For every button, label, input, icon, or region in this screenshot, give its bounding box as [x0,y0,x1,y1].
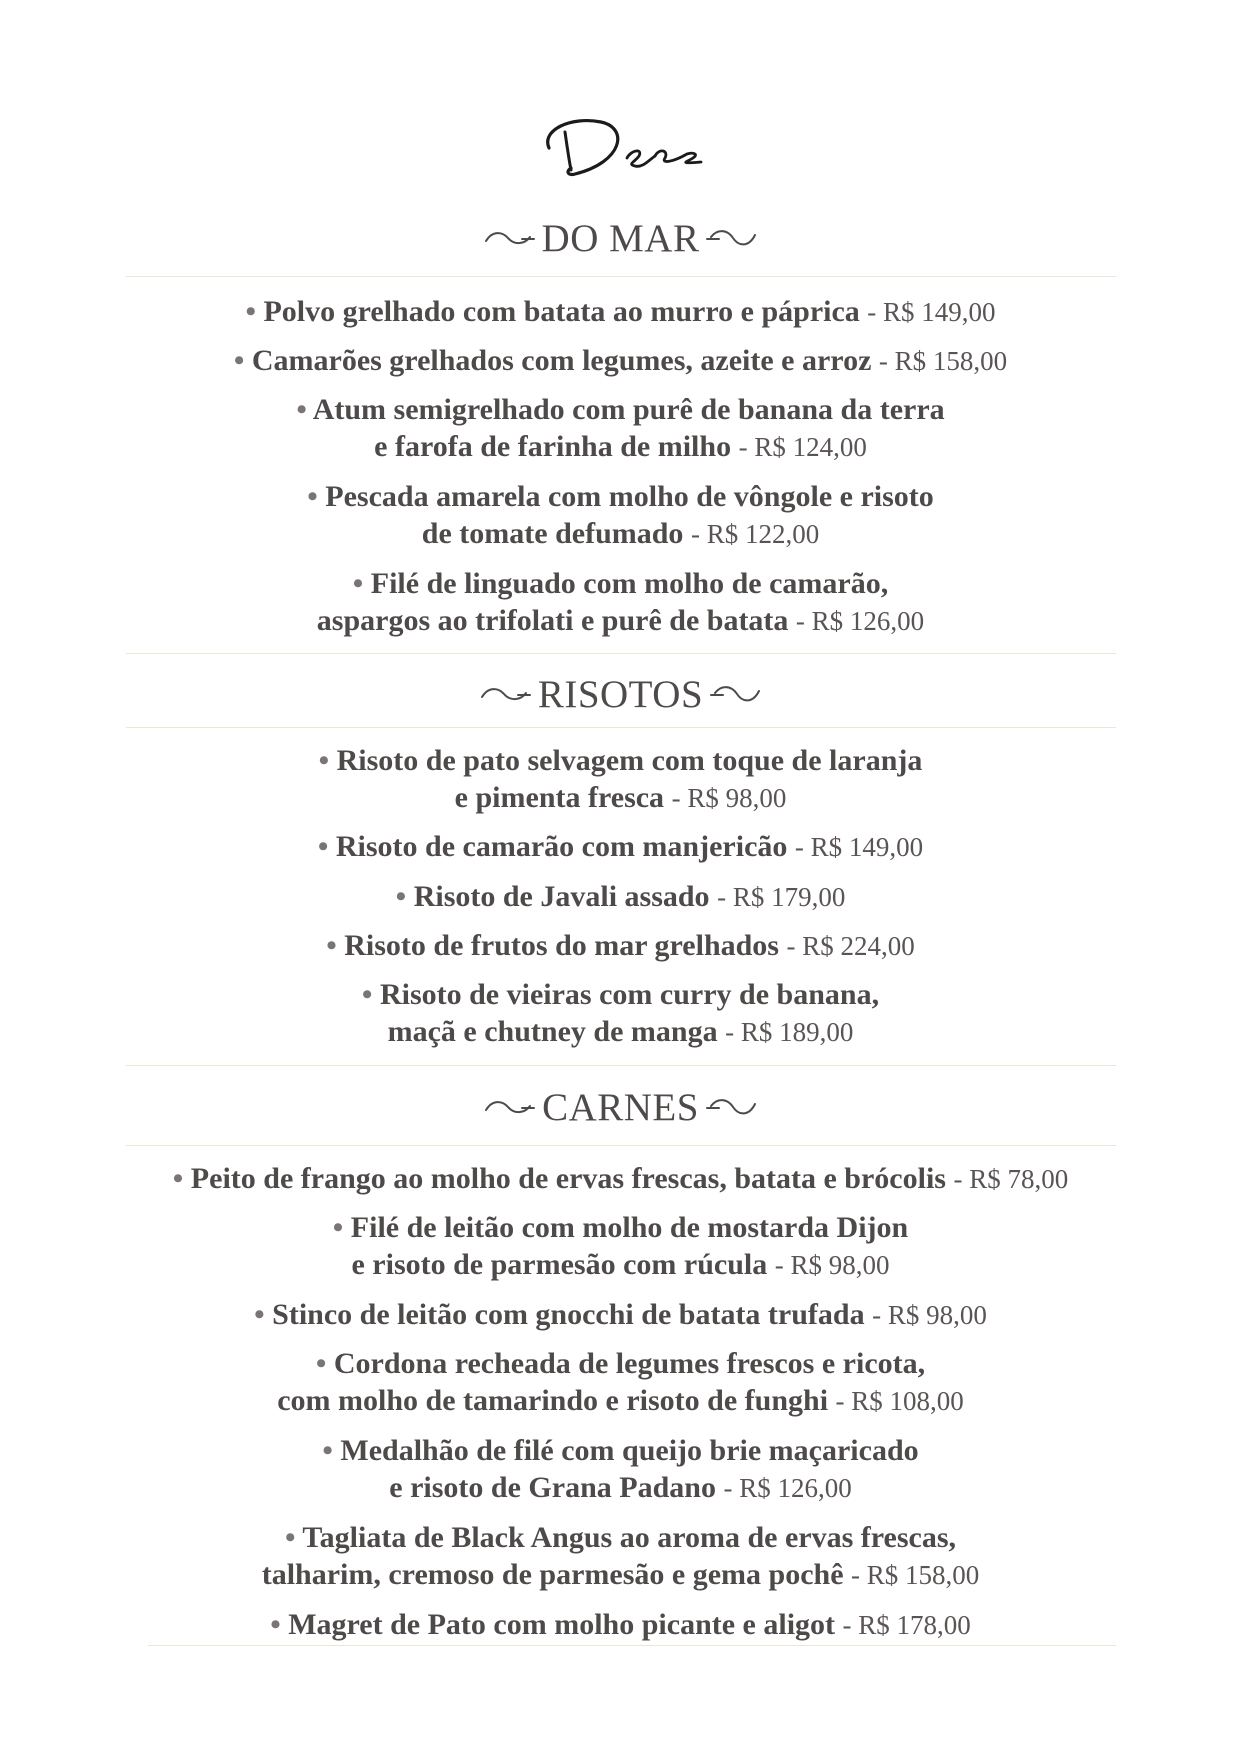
section-divider [126,1065,1116,1066]
menu-item: • Risoto de Javali assado - R$ 179,00 [395,880,846,913]
menu-item: • Cordona recheada de legumes frescos e ricota, com molho de tamarindo e risoto de funghi - R$ 108,00 [277,1347,964,1417]
section-title-text: CARNES [542,1085,699,1129]
section-divider [126,653,1116,654]
dish-name: Camarões grelhados com legumes, azeite e arroz [251,344,872,377]
dish-price: R$ 224,00 [802,931,915,961]
menu-item: • Camarões grelhados com legumes, azeite e arroz - R$ 158,00 [233,344,1008,377]
left-swash-ornament-icon [484,1096,536,1118]
menu-item: • Risoto de pato selvagem com toque de laranja e pimenta fresca - R$ 98,00 [318,744,923,814]
menu-item: • Magret de Pato com molho picante e aligot - R$ 178,00 [270,1608,971,1641]
section-title-risotos [0,664,1241,724]
dish-name: Peito de frango ao molho de ervas frescas, batata e brócolis [190,1162,946,1195]
menu-item: • Filé de leitão com molho de mostarda Dijon e risoto de parmesão com rúcula - R$ 98,00 [332,1211,909,1281]
dish-price: R$ 126,00 [739,1473,852,1503]
left-swash-ornament-icon [484,227,536,249]
dish-name: Medalhão de filé com queijo brie maçaricado [340,1434,919,1467]
dish-price: R$ 78,00 [969,1164,1069,1194]
bullet-icon: • [172,1162,191,1195]
dish-name-continued: e farofa de farinha de milho [374,430,732,463]
dish-price: R$ 126,00 [811,606,925,636]
section-divider [148,1645,1116,1646]
right-swash-ornament-icon [709,683,761,705]
menu-item: • Risoto de vieiras com curry de banana, maçã e chutney de manga - R$ 189,00 [361,978,880,1048]
bullet-icon: • [233,344,252,377]
dish-name-continued: talharim, cremoso de parmesão e gema pochê [261,1558,844,1591]
bullet-icon: • [254,1298,273,1331]
dish-price: R$ 124,00 [754,432,867,462]
section-title-carnes [0,1077,1241,1137]
bullet-icon: • [326,929,345,962]
dish-name: Magret de Pato com molho picante e aligot [288,1608,836,1641]
dish-name: Risoto de camarão com manjericão [335,830,788,863]
dish-name-continued: de tomate defumado [421,517,684,550]
left-swash-ornament-icon [480,683,532,705]
dish-name: Risoto de vieiras com curry de banana, [379,978,880,1011]
section-title-do-mar [0,208,1241,268]
dish-name: Risoto de Javali assado [413,880,710,913]
menu-item: • Pescada amarela com molho de vôngole e risoto de tomate defumado - R$ 122,00 [307,480,934,550]
dish-price: R$ 158,00 [894,346,1008,376]
dish-price: R$ 189,00 [740,1017,854,1047]
bullet-icon: • [315,1347,334,1380]
restaurant-signature-logo [0,108,1241,188]
menu-item: • Peito de frango ao molho de ervas frescas, batata e brócolis - R$ 78,00 [172,1162,1069,1195]
bullet-icon: • [318,744,337,777]
dish-name-continued: e pimenta fresca [454,781,665,814]
dish-price: R$ 98,00 [687,783,787,813]
signature-script-icon [531,108,711,188]
dish-price: R$ 149,00 [810,832,924,862]
dish-name-continued: aspargos ao trifolati e purê de batata [316,604,789,637]
dish-name: Tagliata de Black Angus ao aroma de ervas frescas, [302,1521,957,1554]
menu-item: • Polvo grelhado com batata ao murro e páprica - R$ 149,00 [245,295,996,328]
menu-item: • Tagliata de Black Angus ao aroma de ervas frescas, talharim, cremoso de parmesão e gema pochê - R$ 158,00 [261,1521,980,1591]
menu-item: • Medalhão de filé com queijo brie maçaricado e risoto de Grana Padano - R$ 126,00 [322,1434,919,1504]
section-title-text: RISOTOS [537,672,704,716]
dish-price: R$ 158,00 [866,1560,980,1590]
section-divider [126,276,1116,277]
right-swash-ornament-icon [705,1096,757,1118]
dish-price: R$ 98,00 [790,1250,890,1280]
bullet-icon: • [284,1521,303,1554]
section-divider [126,727,1116,728]
bullet-icon: • [322,1434,341,1467]
menu-item: • Risoto de frutos do mar grelhados - R$ 224,00 [326,929,915,962]
bullet-icon: • [245,295,264,328]
dish-price: R$ 122,00 [706,519,820,549]
dish-name-continued: e risoto de Grana Padano [389,1471,716,1504]
bullet-icon: • [332,1211,351,1244]
section-divider [126,1145,1116,1146]
bullet-icon: • [270,1608,289,1641]
bullet-icon: • [361,978,380,1011]
dish-name-continued: e risoto de parmesão com rúcula [351,1248,768,1281]
dish-name: Risoto de pato selvagem com toque de laranja [336,744,923,777]
dish-name-continued: maçã e chutney de manga [387,1015,718,1048]
bullet-icon: • [352,567,371,600]
dish-price: R$ 108,00 [851,1386,964,1416]
dish-name: Polvo grelhado com batata ao murro e páprica [263,295,860,328]
dish-name-continued: com molho de tamarindo e risoto de funghi [277,1384,829,1417]
bullet-icon: • [307,480,326,513]
bullet-icon: • [395,880,414,913]
section-title-text: DO MAR [541,216,700,260]
dish-name: Filé de leitão com molho de mostarda Dijon [350,1211,909,1244]
dish-name: Pescada amarela com molho de vôngole e risoto [325,480,934,513]
dish-price: R$ 149,00 [883,297,996,327]
dish-price: R$ 179,00 [732,882,846,912]
menu-item: • Atum semigrelhado com purê de banana da terra e farofa de farinha de milho - R$ 124,00 [296,393,945,463]
bullet-icon: • [317,830,336,863]
dish-price: R$ 178,00 [858,1610,971,1640]
right-swash-ornament-icon [705,227,757,249]
dish-name: Cordona recheada de legumes frescos e ricota, [333,1347,926,1380]
dish-name: Filé de linguado com molho de camarão, [370,567,889,600]
dish-name: Risoto de frutos do mar grelhados [344,929,779,962]
menu-item: • Risoto de camarão com manjericão - R$ 149,00 [317,830,924,863]
menu-item: • Filé de linguado com molho de camarão, aspargos ao trifolati e purê de batata - R$ 126,00 [316,567,925,637]
menu-item: • Stinco de leitão com gnocchi de batata trufada - R$ 98,00 [254,1298,987,1331]
dish-price: R$ 98,00 [887,1300,987,1330]
dish-name: Stinco de leitão com gnocchi de batata trufada [272,1298,865,1331]
dish-name: Atum semigrelhado com purê de banana da terra [312,393,945,426]
bullet-icon: • [296,393,313,426]
